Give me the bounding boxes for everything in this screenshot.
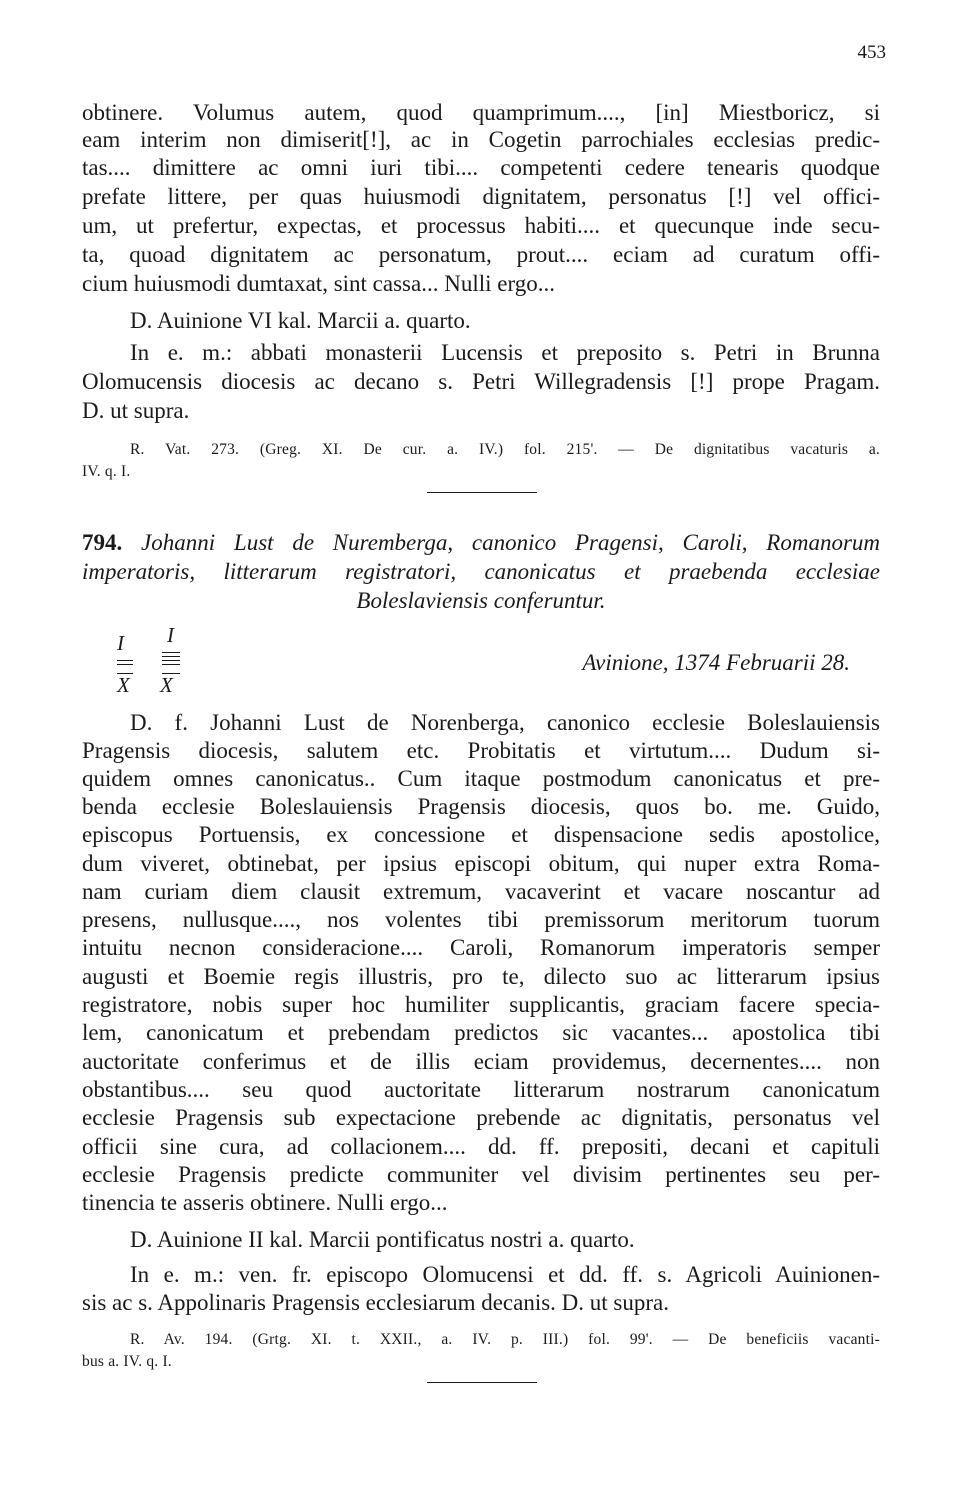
text-line: quidem omnes canonicatus.. Cum itaque postmodum canonicatus et pre-: [82, 766, 880, 791]
text-line: D. ut supra.: [82, 398, 190, 423]
text-line: eam interim non dimiserit[!], ac in Cogetin parrochiales ecclesias predic-: [82, 127, 880, 152]
dating-clause: D. Auinione VI kal. Marcii a. quarto.: [130, 308, 471, 333]
text-line: Olomucensis diocesis ac decano s. Petri Willegradensis [!] prope Pragam.: [82, 369, 880, 394]
mark-top-right: I: [167, 623, 174, 647]
text-line: obstantibus.... seu quod auctoritate litterarum nostrarum canonicatum: [82, 1077, 880, 1102]
mark-line: [117, 660, 133, 661]
text-line: tas.... dimittere ac omni iuri tibi.... competenti cedere tenearis quodque: [82, 155, 880, 180]
text-line: benda ecclesie Boleslauiensis Pragensis diocesis, quos bo. me. Guido,: [82, 794, 880, 819]
mark-line: [162, 660, 180, 661]
mark-line: [162, 664, 180, 665]
text-line: tinencia te asseris obtinere. Nulli ergo...: [82, 1190, 448, 1215]
text-line: D. f. Johanni Lust de Norenberga, canonico ecclesie Boleslauiensis: [130, 710, 880, 735]
text-line: officii sine cura, ad collacionem.... dd. ff. prepositi, decani et capituli: [82, 1134, 880, 1159]
text-line: ecclesie Pragensis sub expectacione prebende ac dignitatis, personatus vel: [82, 1105, 880, 1130]
mark-top-left: I: [117, 631, 124, 655]
place-date: Avinione, 1374 Februarii 28.: [582, 650, 850, 675]
separator-rule: [427, 492, 537, 493]
footnote-line: R. Vat. 273. (Greg. XI. De cur. a. IV.) fol. 215'. — De dignitatibus vacaturis a.: [130, 441, 880, 458]
page-number: 453: [857, 42, 886, 63]
separator-rule: [427, 1382, 537, 1383]
entry-heading-line: imperatoris, litterarum registratori, canonicatus et praebenda ecclesiae: [82, 559, 880, 584]
text-line: augusti et Boemie regis illustris, pro te, dilecto suo ac litterarum ipsius: [82, 964, 880, 989]
text-line: registratore, nobis super hoc humiliter supplicantis, graciam facere specia-: [82, 992, 880, 1017]
entry-number: 794.: [82, 530, 123, 555]
mark-line: [162, 656, 180, 657]
mark-line: [162, 652, 180, 653]
text-line: intuitu necnon consideracione.... Caroli, Romanorum imperatoris semper: [82, 935, 880, 960]
text-line: nam curiam diem clausit extremum, vacaverint et vacare noscantur ad: [82, 879, 880, 904]
text-line: cium huiusmodi dumtaxat, sint cassa... Nulli ergo...: [82, 271, 555, 296]
text-line: obtinere. Volumus autem, quod quamprimum...., [in] Miestboricz, si: [82, 100, 880, 125]
entry-heading-line: [82, 530, 880, 557]
text-line: In e. m.: ven. fr. episcopo Olomucensi et dd. ff. s. Agricoli Auinionen-: [130, 1262, 880, 1287]
footnote-line: R. Av. 194. (Grtg. XI. t. XXII., a. IV. p. III.) fol. 99'. — De beneficiis vacanti-: [130, 1331, 880, 1348]
footnote-line: IV. q. I.: [82, 463, 131, 480]
text-line: Pragensis diocesis, salutem etc. Probitatis et virtutum.... Dudum si-: [82, 738, 880, 763]
text-line: sis ac s. Appolinaris Pragensis ecclesiarum decanis. D. ut supra.: [82, 1290, 670, 1315]
mark-bottom-left: X: [117, 673, 130, 697]
entry-heading-text: Johanni Lust de Nuremberga, canonico Pragensi, Caroli, Romanorum: [141, 530, 881, 555]
text-line: ecclesie Pragensis predicte communiter vel divisim pertinentes seu per-: [82, 1162, 880, 1187]
text-line: ta, quoad dignitatem ac personatum, prout.... eciam ad curatum offi-: [82, 242, 880, 267]
dating-clause: D. Auinione II kal. Marcii pontificatus nostri a. quarto.: [130, 1227, 635, 1252]
text-line: prefate littere, per quas huiusmodi dignitatem, personatus [!] vel offici-: [82, 184, 880, 209]
text-line: auctoritate conferimus et de illis eciam providemus, decernentes.... non: [82, 1049, 880, 1074]
footnote-line: bus a. IV. q. I.: [82, 1353, 172, 1370]
text-line: lem, canonicatum et prebendam predictos sic vacantes... apostolica tibi: [82, 1020, 880, 1045]
text-line: In e. m.: abbati monasterii Lucensis et preposito s. Petri in Brunna: [130, 340, 880, 365]
text-line: um, ut prefertur, expectas, et processus habiti.... et quecunque inde secu-: [82, 213, 880, 238]
entry-heading-line: Boleslaviensis conferuntur.: [356, 588, 606, 613]
text-line: dum viveret, obtinebat, per ipsius episcopi obitum, qui nuper extra Roma-: [82, 851, 880, 876]
text-line: presens, nullusque...., nos volentes tibi premissorum meritorum tuorum: [82, 907, 880, 932]
mark-line: [117, 664, 133, 665]
mark-bottom-right: X: [160, 673, 173, 697]
text-line: episcopus Portuensis, ex concessione et dispensacione sedis apostolice,: [82, 822, 880, 847]
